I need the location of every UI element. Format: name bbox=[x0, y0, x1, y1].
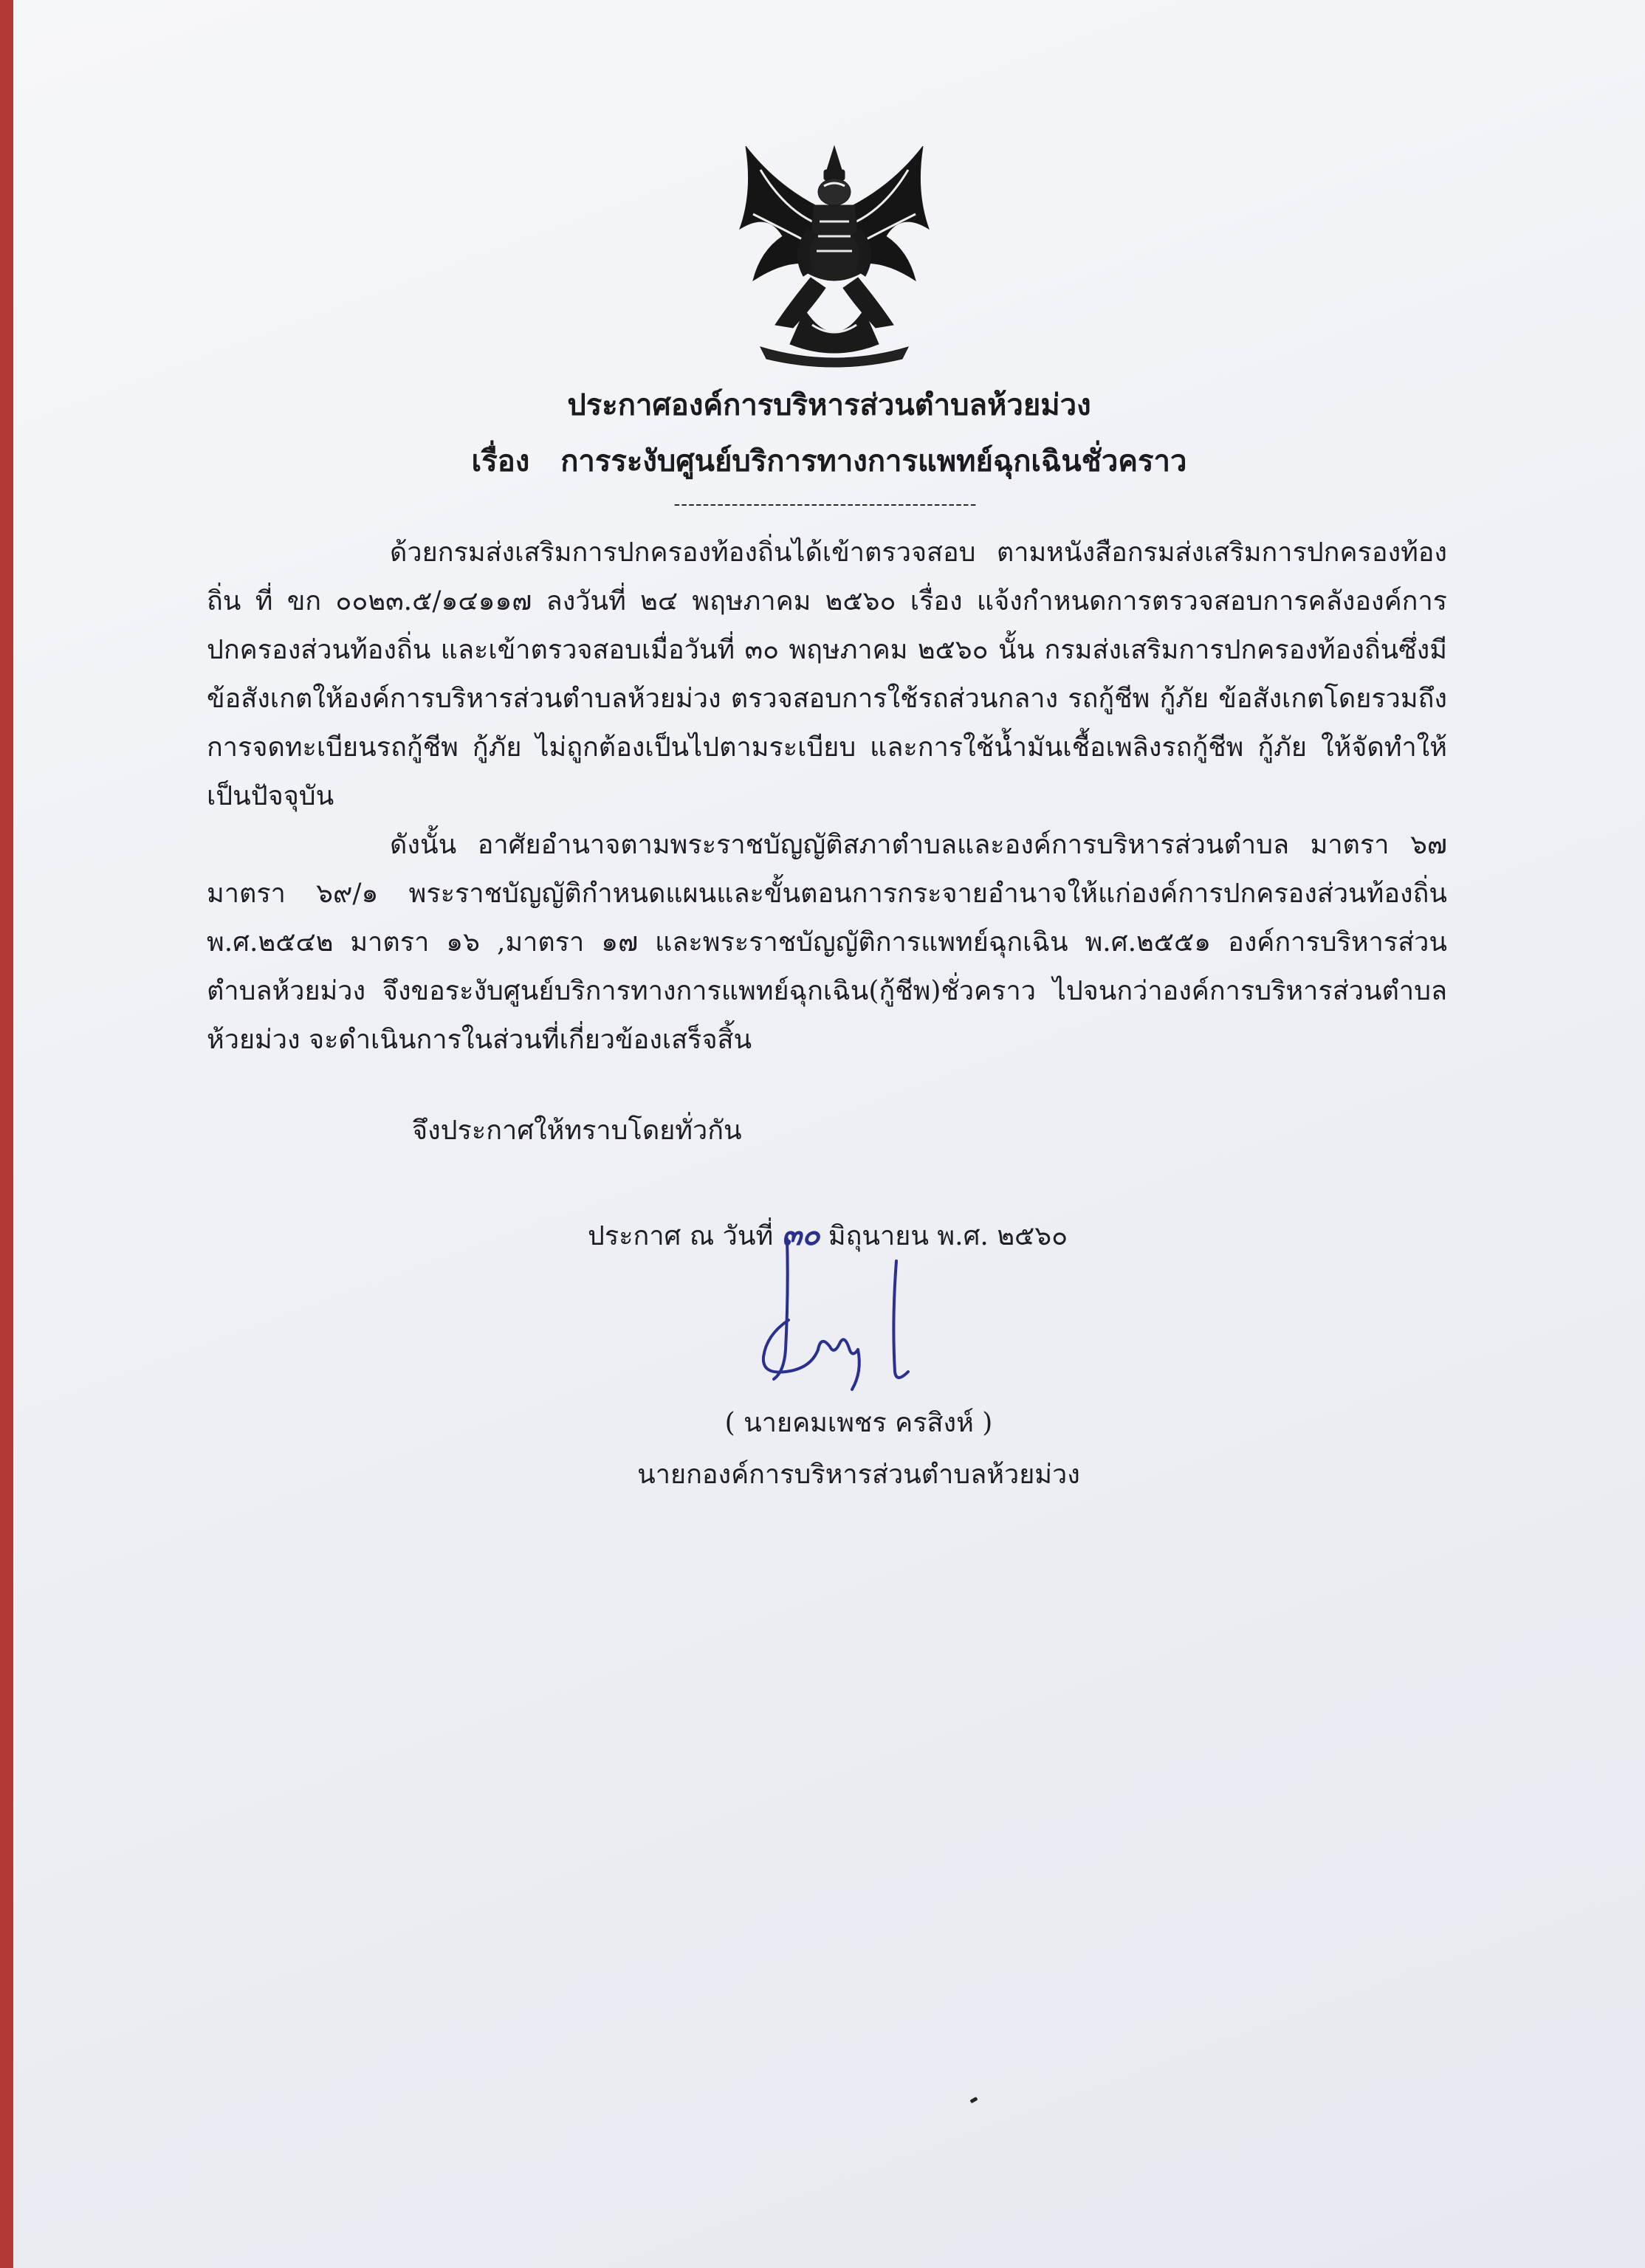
signer-name: ( นายคมเพชร ครสิงห์ ) bbox=[724, 1408, 993, 1438]
closing-statement: จึงประกาศให้ทราบโดยทั่วกัน bbox=[412, 1116, 742, 1146]
handwritten-signature bbox=[744, 1231, 936, 1401]
subject-text: การระงับศูนย์บริการทางการแพทย์ฉุกเฉินชั่วคราว bbox=[560, 444, 1187, 478]
date-prefix: ประกาศ ณ วันที่ bbox=[588, 1221, 774, 1251]
ink-speck bbox=[969, 2097, 978, 2103]
signer-position: นายกองค์การบริหารส่วนตำบลห้วยม่วง bbox=[637, 1460, 1080, 1490]
title-separator: ------------------------------------------ bbox=[673, 493, 978, 515]
subject-label: เรื่อง bbox=[471, 444, 530, 478]
document-subject bbox=[13, 437, 1645, 484]
paragraph-2-text: ดังนั้น อาศัยอำนาจตามพระราชบัญญัติสภาตำบลและองค์การบริหารส่วนตำบล มาตรา ๖๗ มาตรา ๖๙/๑ พระราชบัญญัติกำหนดแผนและขั้นตอนการกระจายอำนาจให้แก่องค์การปกครองส่วนท้องถิ่น พ.ศ.๒๕๔๒ มาตรา ๑๖ ,มาตรา ๑๗ และพระราชบัญญัติการแพทย์ฉุกเฉิน พ.ศ.๒๕๕๑ องค์การบริหารส่วนตำบลห้วยม่วง จึงขอระงับศูนย์บริการทางการแพทย์ฉุกเฉิน(กู้ชีพ)ชั่วคราว ไปจนกว่าองค์การบริหารส่วนตำบลห้วยม่วง จะดำเนินการในส่วนที่เกี่ยวข้องเสร็จสิ้น bbox=[207, 830, 1447, 1055]
date-suffix: มิถุนายน พ.ศ. ๒๕๖๐ bbox=[828, 1221, 1068, 1251]
paragraph-1-text: ด้วยกรมส่งเสริมการปกครองท้องถิ่นได้เข้าตรวจสอบ ตามหนังสือกรมส่งเสริมการปกครองท้องถิ่น ที่ ขก ๐๐๒๓.๕/๑๔๑๑๗ ลงวันที่ ๒๔ พฤษภาคม ๒๕๖๐ เรื่อง แจ้งกำหนดการตรวจสอบการคลังองค์การปกครองส่วนท้องถิ่น และเข้าตรวจสอบเมื่อวันที่ ๓๐ พฤษภาคม ๒๕๖๐ นั้น กรมส่งเสริมการปกครองท้องถิ่นซึ่งมีข้อสังเกตให้องค์การบริหารส่วนตำบลห้วยม่วง ตรวจสอบการใช้รถส่วนกลาง รถกู้ชีพ กู้ภัย ข้อสังเกตโดยรวมถึงการจดทะเบียนรถกู้ชีพ กู้ภัย ไม่ถูกต้องเป็นไปตามระเบียบ และการใช้น้ำมันเชื้อเพลิงรถกู้ชีพ กู้ภัย ให้จัดทำให้เป็นปัจจุบัน bbox=[207, 537, 1447, 811]
paragraph-1 bbox=[207, 529, 1447, 821]
document-title: ประกาศองค์การบริหารส่วนตำบลห้วยม่วง bbox=[567, 388, 1091, 422]
document-page bbox=[13, 0, 1645, 2268]
garuda-emblem-icon bbox=[731, 140, 938, 369]
date-day: ๓๐ bbox=[781, 1217, 820, 1252]
paragraph-2 bbox=[207, 821, 1447, 1065]
